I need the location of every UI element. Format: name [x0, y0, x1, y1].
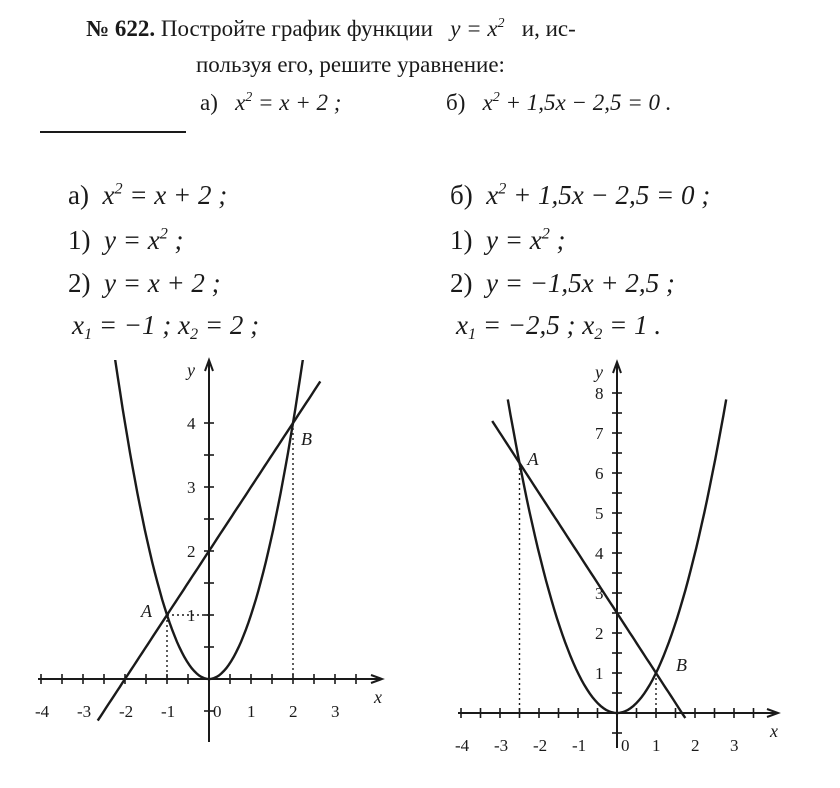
y-tick-label: 4 — [595, 544, 604, 563]
y-tick-label: 5 — [595, 504, 604, 523]
y-tick-label: 7 — [595, 424, 604, 443]
x-tick-label: 1 — [652, 736, 661, 755]
x-tick-label: 3 — [331, 702, 340, 721]
solution-a-step2: 2) y = x + 2 ; — [68, 268, 221, 298]
x-tick-label: 3 — [730, 736, 739, 755]
y-tick-label: 1 — [595, 664, 604, 683]
problem-number: № 622. — [86, 16, 156, 41]
solution-a-equation: а) $x^2 = x + 2$ ; — [68, 179, 228, 210]
y-tick-label: 4 — [187, 414, 196, 433]
point-B-label: B — [676, 655, 687, 675]
x-tick-label: 2 — [289, 702, 298, 721]
graph-b — [455, 362, 778, 755]
graph-a — [35, 326, 382, 742]
y-tick-label: 2 — [187, 542, 196, 561]
x-tick-label: -2 — [119, 702, 134, 721]
x-tick-label: 0 — [621, 736, 630, 755]
problem-part-b: б) $x^2 + 1,5x - 2,5 = 0$ . — [446, 89, 672, 115]
y-axis-label: y — [595, 362, 603, 382]
y-axis-label: y — [187, 360, 195, 380]
y-tick-label: 1 — [187, 606, 196, 625]
x-tick-label: -4 — [35, 702, 50, 721]
problem-text-tail: и, ис- — [521, 16, 576, 41]
y-tick-label: 3 — [187, 478, 196, 497]
x-tick-label: -2 — [533, 736, 548, 755]
problem-statement-line2: пользуя его, решите уравнение: — [196, 52, 505, 77]
point-A-label: A — [141, 601, 152, 621]
solution-a-step1: 1) $y = x^2$ ; — [68, 224, 184, 255]
x-axis-label: x — [770, 721, 778, 741]
y-tick-label: 2 — [595, 624, 604, 643]
problem-part-a: а) $x^2 = x + 2$ ; — [200, 89, 342, 115]
point-B-label: B — [301, 429, 312, 449]
x-tick-label: 1 — [247, 702, 256, 721]
y-tick-label: 8 — [595, 384, 604, 403]
problem-function: $y = x^2$ — [450, 15, 505, 41]
solution-a-roots: $x_1 = -1$ ; $x_2 = 2$ ; — [72, 310, 260, 343]
solution-b-equation: б) $x^2 + 1,5x - 2,5 = 0$ ; — [450, 179, 711, 210]
x-tick-label: -4 — [455, 736, 470, 755]
x-tick-label: -3 — [494, 736, 509, 755]
solution-b-step2: 2) y = −1,5x + 2,5 ; — [450, 268, 675, 298]
solution-b-roots: $x_1 = -2,5$ ; $x_2 = 1$ . — [456, 310, 662, 343]
x-tick-label: -1 — [572, 736, 587, 755]
problem-text: Постройте график функции — [160, 16, 433, 41]
x-tick-label: 0 — [213, 702, 222, 721]
x-tick-label: -3 — [77, 702, 92, 721]
y-tick-label: 6 — [595, 464, 604, 483]
x-tick-label: -1 — [161, 702, 176, 721]
y-tick-label: 3 — [595, 584, 604, 603]
x-axis-label: x — [374, 687, 382, 707]
x-tick-label: 2 — [691, 736, 700, 755]
point-A-label: A — [527, 449, 539, 469]
solution-b-step1: 1) $y = x^2$ ; — [450, 224, 566, 255]
